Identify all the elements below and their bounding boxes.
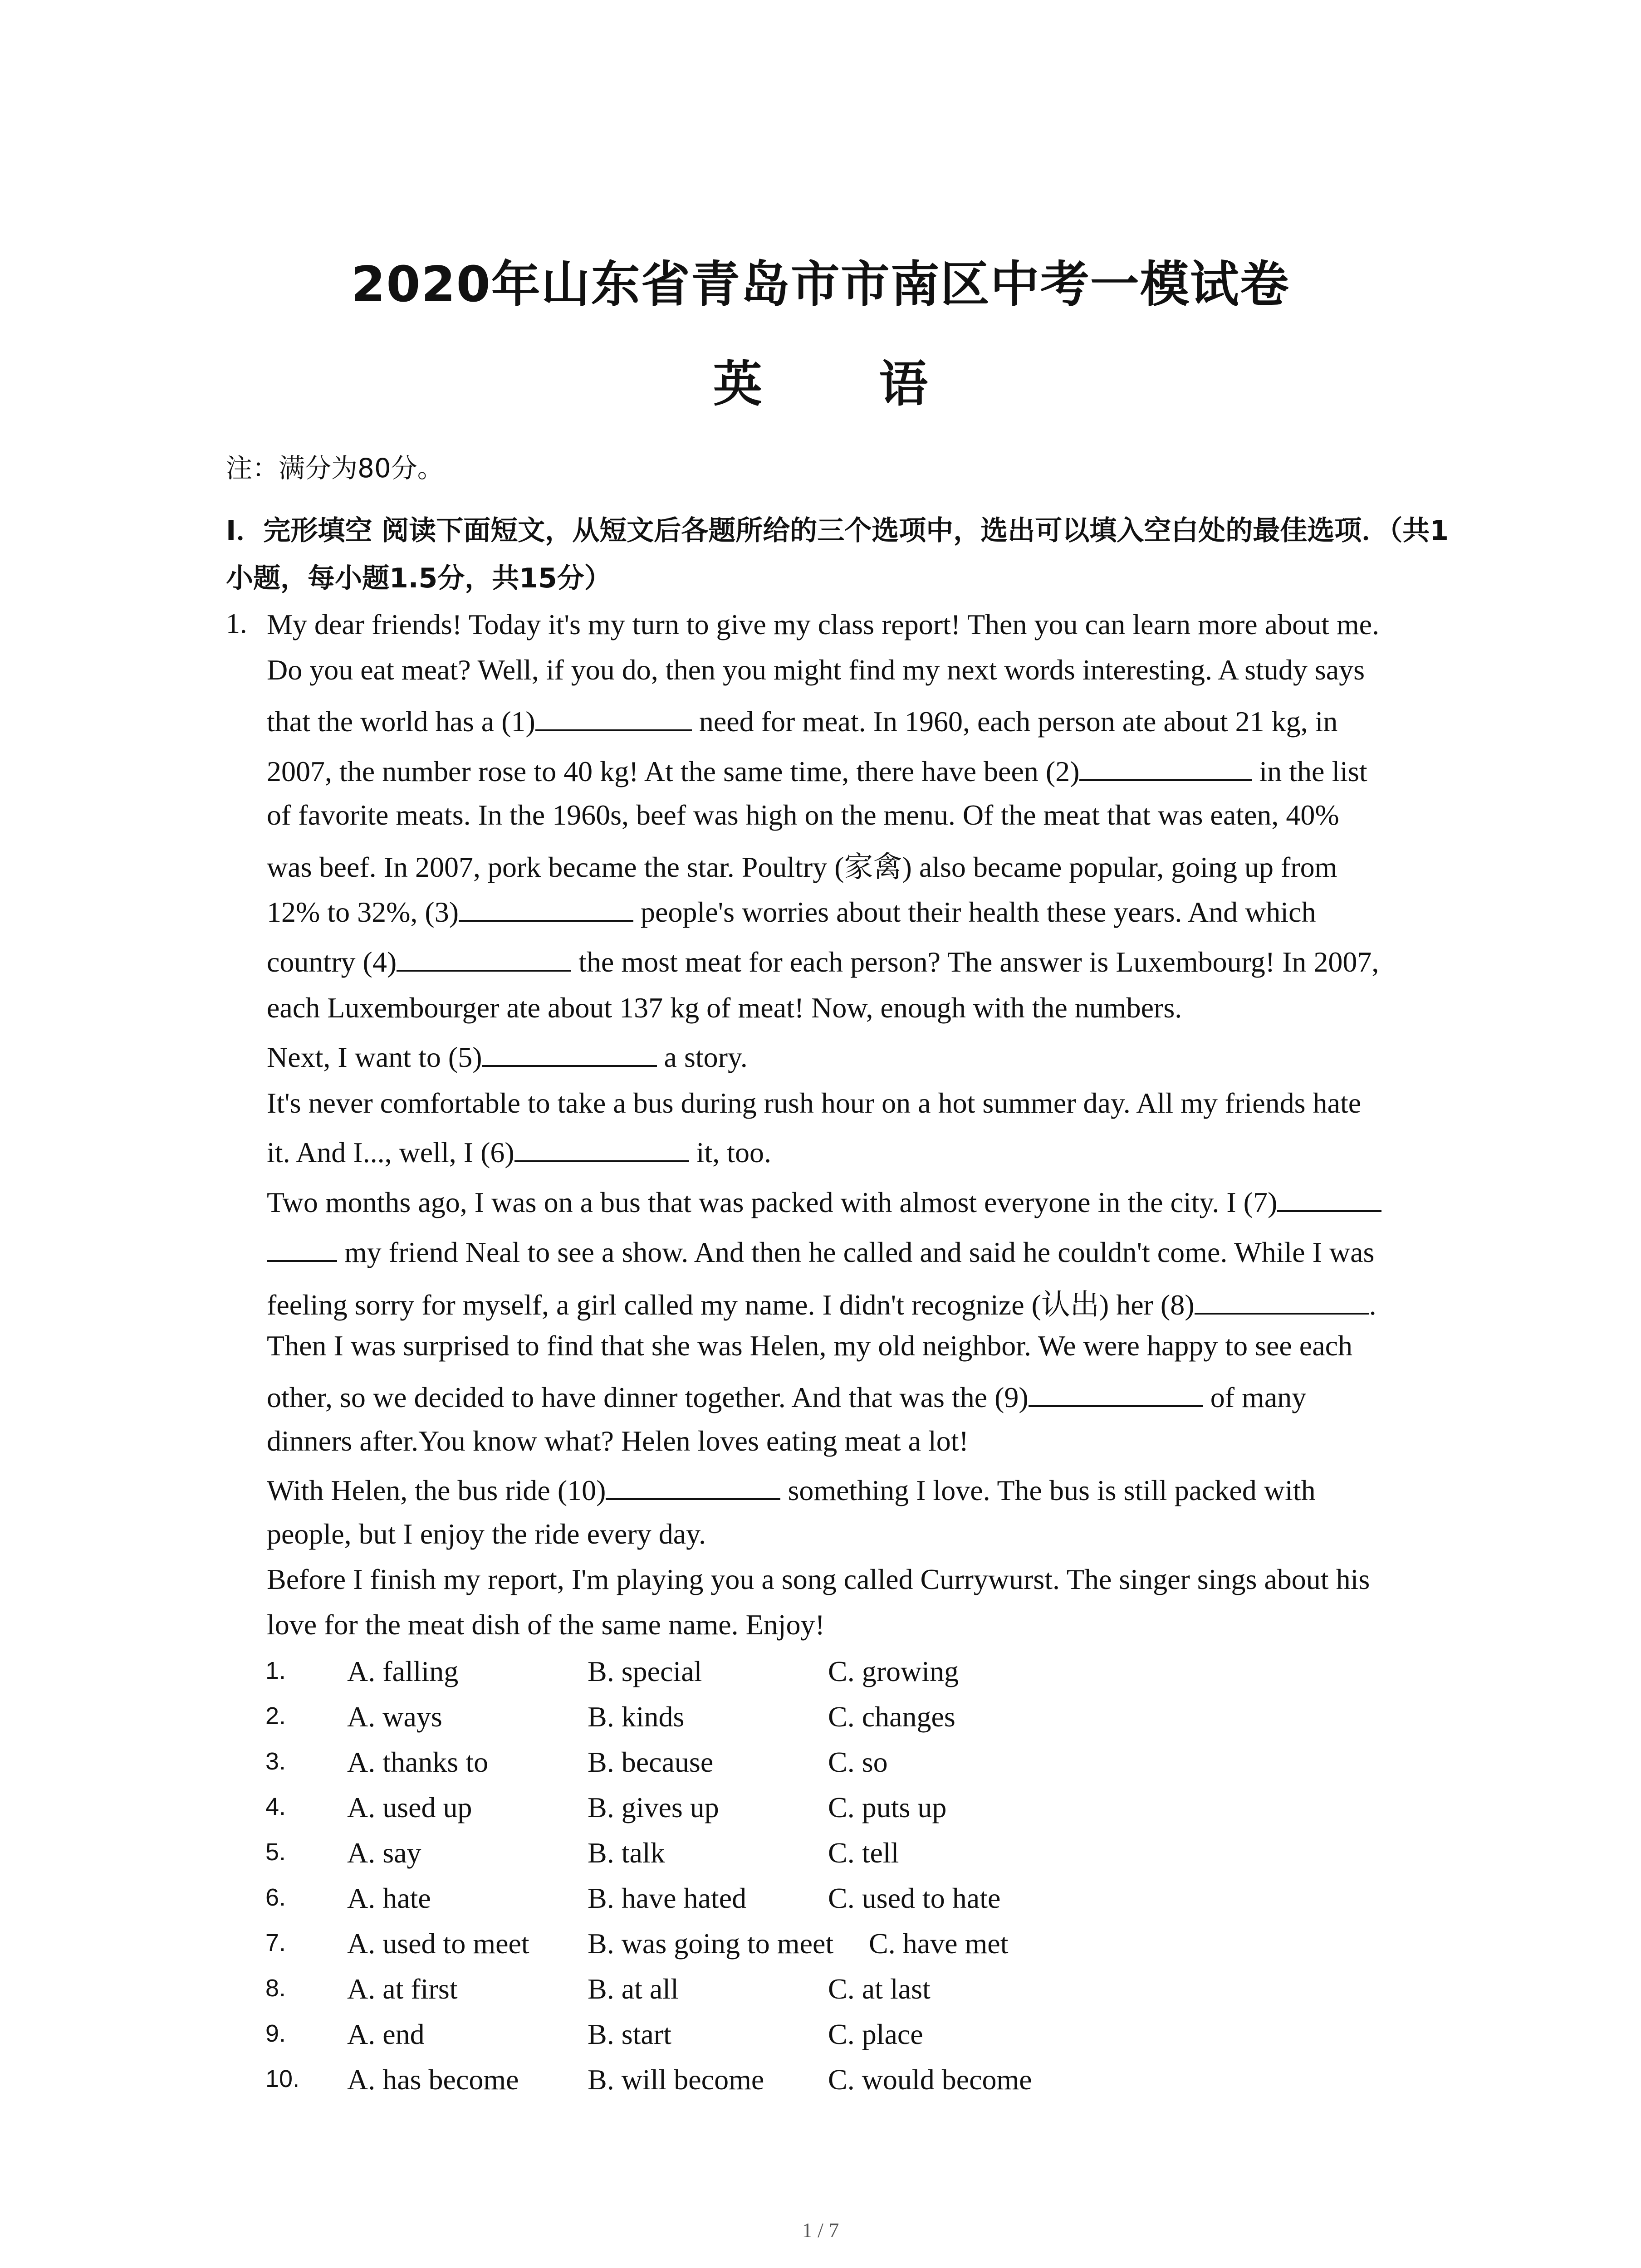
passage-line: Before I finish my report, I'm playing you a song called Currywurst. The singer sings about his: [267, 1563, 1370, 1595]
page-number: 1 / 7: [802, 2219, 839, 2242]
passage-line: It's never comfortable to take a bus during rush hour on a hot summer day. All my friends hate: [267, 1087, 1362, 1119]
passage-line: With Helen, the bus ride (10) something I love. The bus is still packed with: [267, 1472, 1316, 1507]
passage-line: love for the meat dish of the same name. Enjoy!: [267, 1608, 825, 1641]
subject-title: 英 语: [713, 356, 978, 413]
passage-line: Next, I want to (5) a story.: [267, 1039, 748, 1074]
score-note: 注：满分为80分。: [226, 453, 444, 484]
passage-line: people, but I enjoy the ride every day.: [267, 1518, 706, 1550]
passage-line: dinners after.You know what? Helen loves eating meat a lot!: [267, 1425, 969, 1457]
blank-2: [1079, 753, 1252, 781]
passage-line: country (4) the most meat for each person? The answer is Luxembourg! In 2007,: [267, 943, 1379, 979]
blank-8: [1195, 1286, 1369, 1315]
passage-line: Two months ago, I was on a bus that was packed with almost everyone in the city. I (7): [267, 1184, 1381, 1219]
passage-line: 12% to 32%, (3) people's worries about their health these years. And which: [267, 894, 1316, 929]
blank-10: [606, 1472, 780, 1500]
passage-line: Then I was surprised to find that she was Helen, my old neighbor. We were happy to see each: [267, 1330, 1352, 1362]
passage-line: my friend Neal to see a show. And then he called and said he couldn't come. While I was: [267, 1234, 1374, 1269]
blank-7-continued: [267, 1234, 337, 1262]
passage-line: other, so we decided to have dinner together. And that was the (9) of many: [267, 1379, 1306, 1414]
blank-7: [1277, 1184, 1381, 1212]
passage-line: was beef. In 2007, pork became the star. Poultry (家禽) also became popular, going up from: [267, 851, 1337, 883]
blank-6: [514, 1134, 689, 1162]
passage-line: Do you eat meat? Well, if you do, then you might find my next words interesting. A study says: [267, 654, 1365, 686]
blank-9: [1029, 1379, 1203, 1407]
blank-4: [397, 943, 571, 972]
section-heading: I．完形填空 阅读下面短文，从短文后各题所给的三个选项中，选出可以填入空白处的最佳选项．（共1小题，每小题1.5分，共15分）: [226, 515, 1449, 594]
passage-line: My dear friends! Today it's my turn to give my class report! Then you can learn more about me.: [267, 608, 1380, 640]
passage-line: 2007, the number rose to 40 kg! At the same time, there have been (2) in the list: [267, 753, 1367, 788]
passage-line: it. And I..., well, I (6) it, too.: [267, 1134, 771, 1169]
blank-1: [535, 703, 692, 731]
passage-line: of favorite meats. In the 1960s, beef was high on the menu. Of the meat that was eaten, 40%: [267, 799, 1339, 831]
passage-line: that the world has a (1) need for meat. In 1960, each person ate about 21 kg, in: [267, 703, 1337, 738]
passage-line: feeling sorry for myself, a girl called my name. I didn't recognize (认出) her (8) .: [267, 1281, 1376, 1323]
blank-3: [459, 894, 633, 922]
blank-5: [482, 1039, 657, 1067]
page-title: 2020年山东省青岛市市南区中考一模试卷: [351, 256, 1290, 313]
question-number: 1.: [226, 608, 247, 639]
passage-line: each Luxembourger ate about 137 kg of meat! Now, enough with the numbers.: [267, 992, 1182, 1024]
